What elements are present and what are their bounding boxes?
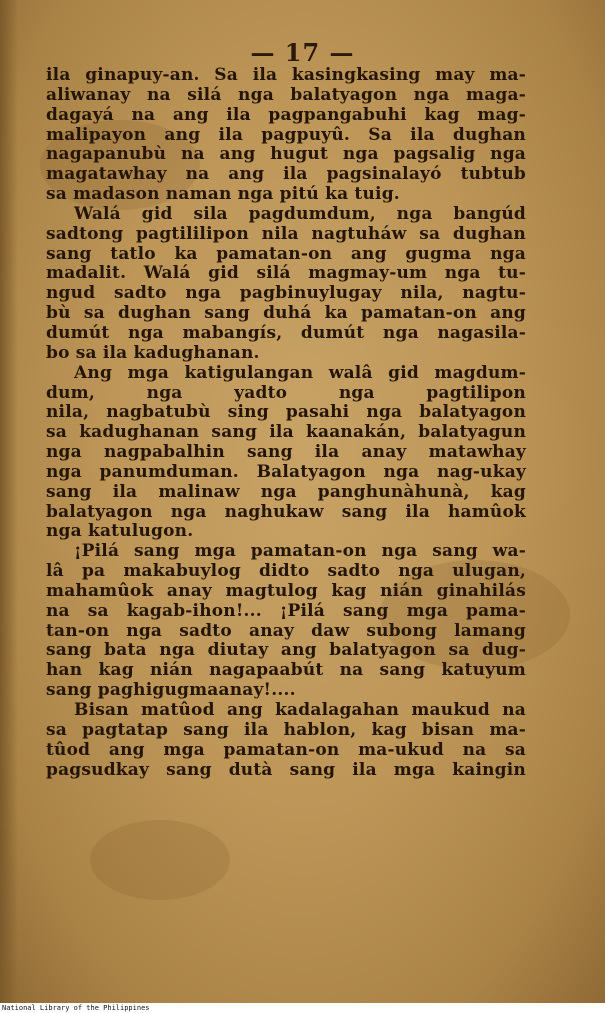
text-line: madalit. Walá gid silá magmay-um nga tu-	[46, 263, 526, 284]
text-line: ngud sadto nga pagbinuylugay nila, nagtu-	[46, 283, 526, 304]
footer-credit: National Library of the Philippines	[2, 1004, 150, 1012]
text-line: nga katulugon.	[46, 521, 194, 542]
text-line: Walá gid sila pagdumdum, nga bangúd	[74, 203, 526, 224]
text-line: dumút nga mabangís, dumút nga nagasila-	[46, 322, 526, 343]
text-line: sang tatlo ka pamatan-on ang gugma nga	[46, 243, 526, 264]
text-line: na sa kagab-ihon!... ¡Pilá sang mga pama-	[46, 600, 526, 621]
text-line: balatyagon nga naghukaw sang ila hamûok	[46, 501, 526, 522]
text-line: dum, nga yadto nga pagtilipon	[46, 382, 526, 403]
text-line: nga panumduman. Balatyagon nga nag-ukay	[46, 461, 526, 482]
text-line: pagsudkay sang dutà sang ila mga kaingin	[46, 759, 526, 780]
page-text-body	[46, 66, 526, 780]
text-line: ¡Pilá sang mga pamatan-on nga sang wa-	[74, 541, 526, 562]
text-line: sang paghigugmaanay!....	[46, 680, 296, 701]
text-line: sa kadughanan sang ila kaanakán, balatyagun	[46, 422, 526, 443]
text-line: sa pagtatap sang ila hablon, kag bisan ma-	[46, 719, 526, 740]
text-line: Ang mga katigulangan walâ gid magdum-	[74, 362, 526, 383]
text-line: aliwanay na silá nga balatyagon nga maga-	[46, 84, 526, 105]
text-line: Bisan matûod ang kadalagahan maukud na	[74, 700, 526, 720]
text-line: nga nagpabalhin sang ila anay matawhay	[46, 442, 526, 463]
text-line: mahamûok anay magtulog kag nián ginahilás	[46, 580, 526, 601]
paper-stain	[90, 820, 230, 900]
text-line: ila ginapuy-an. Sa ila kasingkasing may ma-	[46, 65, 526, 85]
text-line: lâ pa makabuylog didto sadto nga ulugan,	[46, 561, 526, 582]
page-spine-shadow	[0, 0, 18, 1003]
text-line: magatawhay na ang ila pagsinalayó tubtub	[46, 164, 526, 185]
text-line: sang ila malinaw nga panghunàhunà, kag	[46, 481, 526, 502]
text-line: sadtong pagtililipon nila nagtuháw sa dughan	[46, 223, 526, 244]
text-line: sa madason naman nga pitú ka tuig.	[46, 184, 400, 205]
text-line: nila, nagbatubù sing pasahi nga balatyagon	[46, 402, 526, 423]
text-line: tûod ang mga pamatan-on ma-ukud na sa	[46, 739, 526, 760]
text-line: malipayon ang ila pagpuyû. Sa ila dughan	[46, 124, 526, 145]
text-line: sang bata nga diutay ang balatyagon sa dug-	[46, 640, 526, 661]
text-line: bù sa dughan sang duhá ka pamatan-on ang	[46, 303, 526, 324]
text-line: nagapanubù na ang hugut nga pagsalig nga	[46, 144, 526, 165]
page-number: — 17 —	[250, 38, 355, 67]
text-line: bo sa ila kadughanan.	[46, 342, 260, 363]
text-line: tan-on nga sadto anay daw subong lamang	[46, 620, 526, 641]
text-line: han kag nián nagapaabút na sang katuyum	[46, 660, 526, 681]
text-line: dagayá na ang ila pagpangabuhi kag mag-	[46, 104, 526, 125]
